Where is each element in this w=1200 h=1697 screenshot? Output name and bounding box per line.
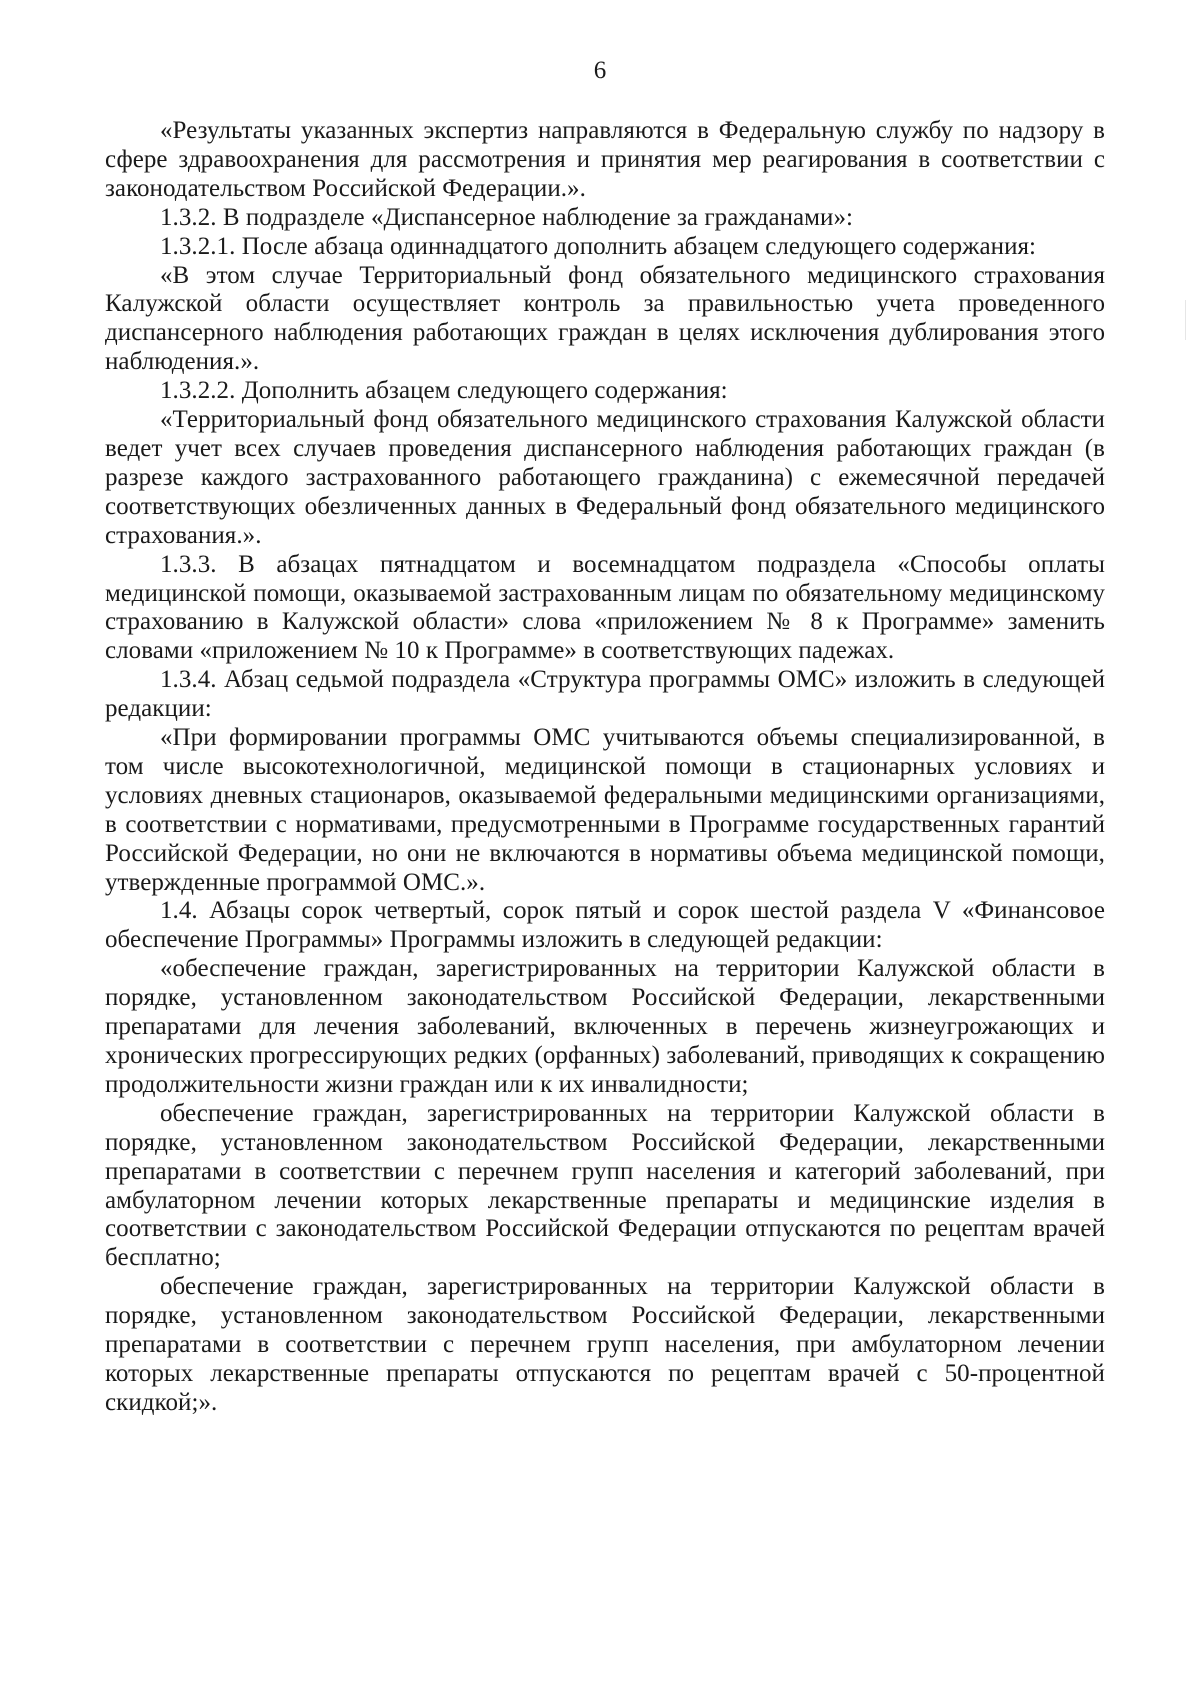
- paragraph-1-3-4: 1.3.4. Абзац седьмой подраздела «Структура программы ОМС» изложить в следующей редакции:: [105, 666, 1105, 723]
- paragraph-1-3-2-1: 1.3.2.1. После абзаца одиннадцатого дополнить абзацем следующего содержания:: [160, 232, 1037, 260]
- paragraph-provision-free: обеспечение граждан, зарегистрированных на территории Калужской области в порядке, установленном законодательством Российской Федерации, лекарственными препаратами в соответствии с перечнем групп населения и категорий заболеваний, при амбулаторном лечении которых лекарственные препараты и медицинские изделия в соответствии с законодательством Российской Федерации отпускаются по рецептам врачей бесплатно;: [105, 1099, 1105, 1272]
- paragraph-provision-discount: обеспечение граждан, зарегистрированных на территории Калужской области в порядке, установленном законодательством Российской Федерации, лекарственными препаратами в соответствии с перечнем групп населения, при амбулаторном лечении которых лекарственные препараты отпускаются по рецептам врачей с 50-процентной скидкой;».: [105, 1273, 1105, 1416]
- paragraph-1-3-2: 1.3.2. В подразделе «Диспансерное наблюдение за гражданами»:: [160, 203, 854, 231]
- page-number: 6: [593, 57, 607, 84]
- paragraph-expertise-results: «Результаты указанных экспертиз направляются в Федеральную службу по надзору в сфере здравоохранения для рассмотрения и принятия мер реагирования в соответствии с законодательством Российской Федерации.».: [105, 117, 1105, 202]
- document-body: [105, 117, 1105, 1418]
- paragraph-quote-control: «В этом случае Территориальный фонд обязательного медицинского страхования Калужской области осуществляет контроль за правильностью учета проведенного диспансерного наблюдения работающих граждан в целях исключения дублирования этого наблюдения.».: [105, 261, 1105, 376]
- paragraph-1-3-3: 1.3.3. В абзацах пятнадцатом и восемнадцатом подраздела «Способы оплаты медицинской помощи, оказываемой застрахованным лицам по обязательному медицинскому страхованию в Калужской области» слова «приложением № 8 к Программе» заменить словами «приложением № 10 к Программе» в соответствующих падежах.: [105, 550, 1105, 665]
- paragraph-provision-orphan: «обеспечение граждан, зарегистрированных на территории Калужской области в порядке, установленном законодательством Российской Федерации, лекарственными препаратами для лечения заболеваний, включенных в перечень жизнеугрожающих и хронических прогрессирующих редких (орфанных) заболеваний, приводящих к сокращению продолжительности жизни граждан или к их инвалидности;: [105, 955, 1105, 1098]
- paragraph-quote-oms-program: «При формировании программы ОМС учитываются объемы специализированной, в том числе высокотехнологичной, медицинской помощи в стационарных условиях и условиях дневных стационаров, оказываемой федеральными медицинскими организациями, в соответствии с нормативами, предусмотренными в Программе государственных гарантий Российской Федерации, но они не включаются в нормативы объема медицинской помощи, утвержденные программой ОМС.».: [105, 724, 1105, 896]
- scan-edge-mark: [1185, 300, 1186, 340]
- paragraph-1-4: 1.4. Абзацы сорок четвертый, сорок пятый и сорок шестой раздела V «Финансовое обеспечение Программы» Программы изложить в следующей редакции:: [105, 897, 1105, 954]
- paragraph-1-3-2-2: 1.3.2.2. Дополнить абзацем следующего содержания:: [160, 377, 728, 405]
- paragraph-quote-accounting: «Территориальный фонд обязательного медицинского страхования Калужской области ведет учет всех случаев проведения диспансерного наблюдения работающих граждан (в разрезе каждого застрахованного работающего гражданина) с ежемесячной передачей соответствующих обезличенных данных в Федеральный фонд обязательного медицинского страхования.».: [105, 406, 1105, 549]
